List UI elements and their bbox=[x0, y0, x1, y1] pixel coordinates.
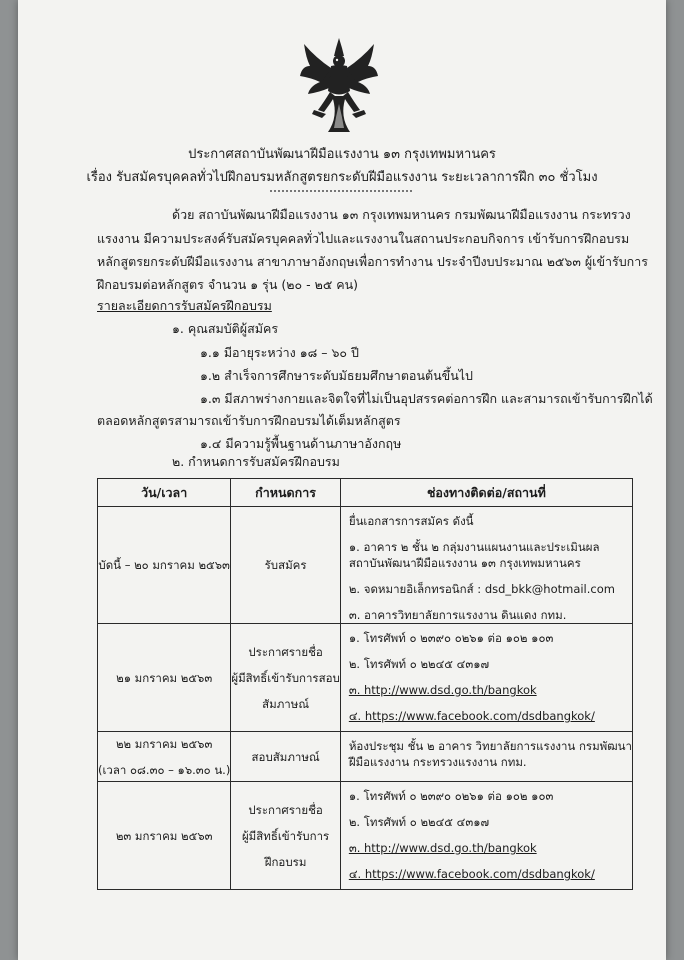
contact-phone: ๑. โทรศัพท์ ๐ ๒๓๙๐ ๐๒๖๑ ต่อ ๑๐๒ ๑๐๓ bbox=[348, 631, 554, 645]
intro-line-3: หลักสูตรยกระดับฝีมือแรงงาน สาขาภาษาอังกฤษเพื่อการทำงาน ประจำปีงบประมาณ ๒๕๖๓ ผู้เข้ารับการ bbox=[97, 254, 648, 269]
contact-line: ๑. อาคาร ๒ ชั้น ๒ กลุ่มงานแผนงานและประเมินผล bbox=[348, 540, 600, 554]
event-cell bbox=[231, 732, 341, 782]
event-text: ผู้มีสิทธิ์เข้ารับการ bbox=[241, 828, 330, 843]
table-row bbox=[98, 507, 633, 624]
contact-line: ๓. อาคารวิทยาลัยการแรงงาน ดินแดง กทม. bbox=[348, 608, 567, 622]
intro-line-1: ด้วย สถาบันพัฒนาฝีมือแรงงาน ๑๓ กรุงเทพมหานคร กรมพัฒนาฝีมือแรงงาน กระทรวง bbox=[172, 207, 631, 222]
qualification-item: ๑.๓ มีสภาพร่างกายและจิตใจที่ไม่เป็นอุปสรรคต่อการฝึก และสามารถเข้ารับการฝึกได้ bbox=[200, 391, 653, 406]
date-text: ๒๒ มกราคม ๒๕๖๓ bbox=[115, 736, 213, 751]
contact-cell bbox=[340, 782, 632, 890]
schedule-table bbox=[97, 478, 633, 890]
event-text: ฝึกอบรม bbox=[264, 854, 307, 869]
contact-phone: ๒. โทรศัพท์ ๐ ๒๒๔๕ ๔๓๑๗ bbox=[348, 815, 490, 829]
title-divider bbox=[270, 190, 412, 192]
column-header-date: วัน/เวลา bbox=[98, 479, 231, 507]
intro-line-2: แรงงาน มีความประสงค์รับสมัครบุคคลทั่วไปและแรงงานในสถานประกอบกิจการ เข้ารับการฝึกอบรม bbox=[97, 231, 630, 246]
qualification-item-continued: ตลอดหลักสูตรสามารถเข้ารับการฝึกอบรมได้เต็มหลักสูตร bbox=[97, 413, 401, 428]
event-text: ประกาศรายชื่อ bbox=[248, 802, 323, 817]
event-text: สัมภาษณ์ bbox=[262, 696, 310, 711]
details-heading: รายละเอียดการรับสมัครฝึกอบรม bbox=[97, 298, 272, 313]
contact-cell bbox=[340, 507, 632, 624]
table-header-row bbox=[98, 479, 633, 507]
garuda-emblem-icon bbox=[298, 36, 380, 136]
column-header-event: กำหนดการ bbox=[231, 479, 341, 507]
date-text: ๒๑ มกราคม ๒๕๖๓ bbox=[116, 670, 213, 685]
contact-line: ห้องประชุม ชั้น ๒ อาคาร วิทยาลัยการแรงงาน กรมพัฒนา bbox=[348, 739, 632, 753]
qualification-item: ๑.๔ มีความรู้พื้นฐานด้านภาษาอังกฤษ bbox=[200, 436, 402, 451]
event-cell bbox=[231, 624, 341, 732]
time-text: (เวลา ๐๘.๓๐ – ๑๖.๓๐ น.) bbox=[98, 762, 231, 777]
table-row bbox=[98, 782, 633, 890]
contact-link[interactable]: ๔. https://www.facebook.com/dsdbangkok/ bbox=[348, 867, 595, 881]
event-cell bbox=[231, 507, 341, 624]
contact-line: ฝีมือแรงงาน กระทรวงแรงงาน กทม. bbox=[348, 755, 527, 769]
contact-phone: ๒. โทรศัพท์ ๐ ๒๒๔๕ ๔๓๑๗ bbox=[348, 657, 490, 671]
contact-phone: ๑. โทรศัพท์ ๐ ๒๓๙๐ ๐๒๖๑ ต่อ ๑๐๒ ๑๐๓ bbox=[348, 789, 554, 803]
event-cell bbox=[231, 782, 341, 890]
table-row bbox=[98, 624, 633, 732]
contact-link[interactable]: ๔. https://www.facebook.com/dsdbangkok/ bbox=[348, 709, 595, 723]
intro-line-4: ฝึกอบรมต่อหลักสูตร จำนวน ๑ รุ่น (๒๐ - ๒๕ คน) bbox=[97, 277, 359, 292]
event-text: ประกาศรายชื่อ bbox=[248, 644, 323, 659]
event-text: ผู้มีสิทธิ์เข้ารับการสอบ bbox=[231, 670, 340, 685]
qualification-item: ๑.๒ สำเร็จการศึกษาระดับมัธยมศึกษาตอนต้นขึ้นไป bbox=[200, 368, 473, 383]
table-row bbox=[98, 732, 633, 782]
qualifications-heading: ๑. คุณสมบัติผู้สมัคร bbox=[172, 321, 279, 336]
date-cell bbox=[98, 732, 231, 782]
event-text: สอบสัมภาษณ์ bbox=[251, 749, 320, 764]
contact-cell bbox=[340, 624, 632, 732]
announcement-subject: เรื่อง รับสมัครบุคคลทั่วไปฝึกอบรมหลักสูตรยกระดับฝีมือแรงงาน ระยะเวลาการฝึก ๓๐ ชั่วโมง bbox=[86, 170, 598, 185]
column-header-contact: ช่องทางติดต่อ/สถานที่ bbox=[340, 479, 632, 507]
contact-link[interactable]: ๓. http://www.dsd.go.th/bangkok bbox=[348, 841, 537, 855]
date-text: ๒๓ มกราคม ๒๕๖๓ bbox=[115, 828, 213, 843]
date-cell bbox=[98, 782, 231, 890]
qualification-item: ๑.๑ มีอายุระหว่าง ๑๘ – ๖๐ ปี bbox=[200, 345, 359, 360]
contact-email: ๒. จดหมายอิเล็กทรอนิกส์ : dsd_bkk@hotmail.com bbox=[348, 582, 615, 596]
announcement-title: ประกาศสถาบันพัฒนาฝีมือแรงงาน ๑๓ กรุงเทพมหานคร bbox=[188, 147, 496, 162]
contact-line: ยื่นเอกสารการสมัคร ดังนี้ bbox=[348, 514, 474, 528]
date-cell bbox=[98, 624, 231, 732]
date-text: บัดนี้ – ๒๐ มกราคม ๒๕๖๓ bbox=[98, 558, 230, 572]
schedule-heading: ๒. กำหนดการรับสมัครฝึกอบรม bbox=[172, 454, 340, 469]
contact-cell bbox=[340, 732, 632, 782]
contact-link[interactable]: ๓. http://www.dsd.go.th/bangkok bbox=[348, 683, 537, 697]
contact-line: สถาบันพัฒนาฝีมือแรงงาน ๑๓ กรุงเทพมหานคร bbox=[348, 556, 581, 570]
event-text: รับสมัคร bbox=[264, 558, 307, 572]
date-cell bbox=[98, 507, 231, 624]
